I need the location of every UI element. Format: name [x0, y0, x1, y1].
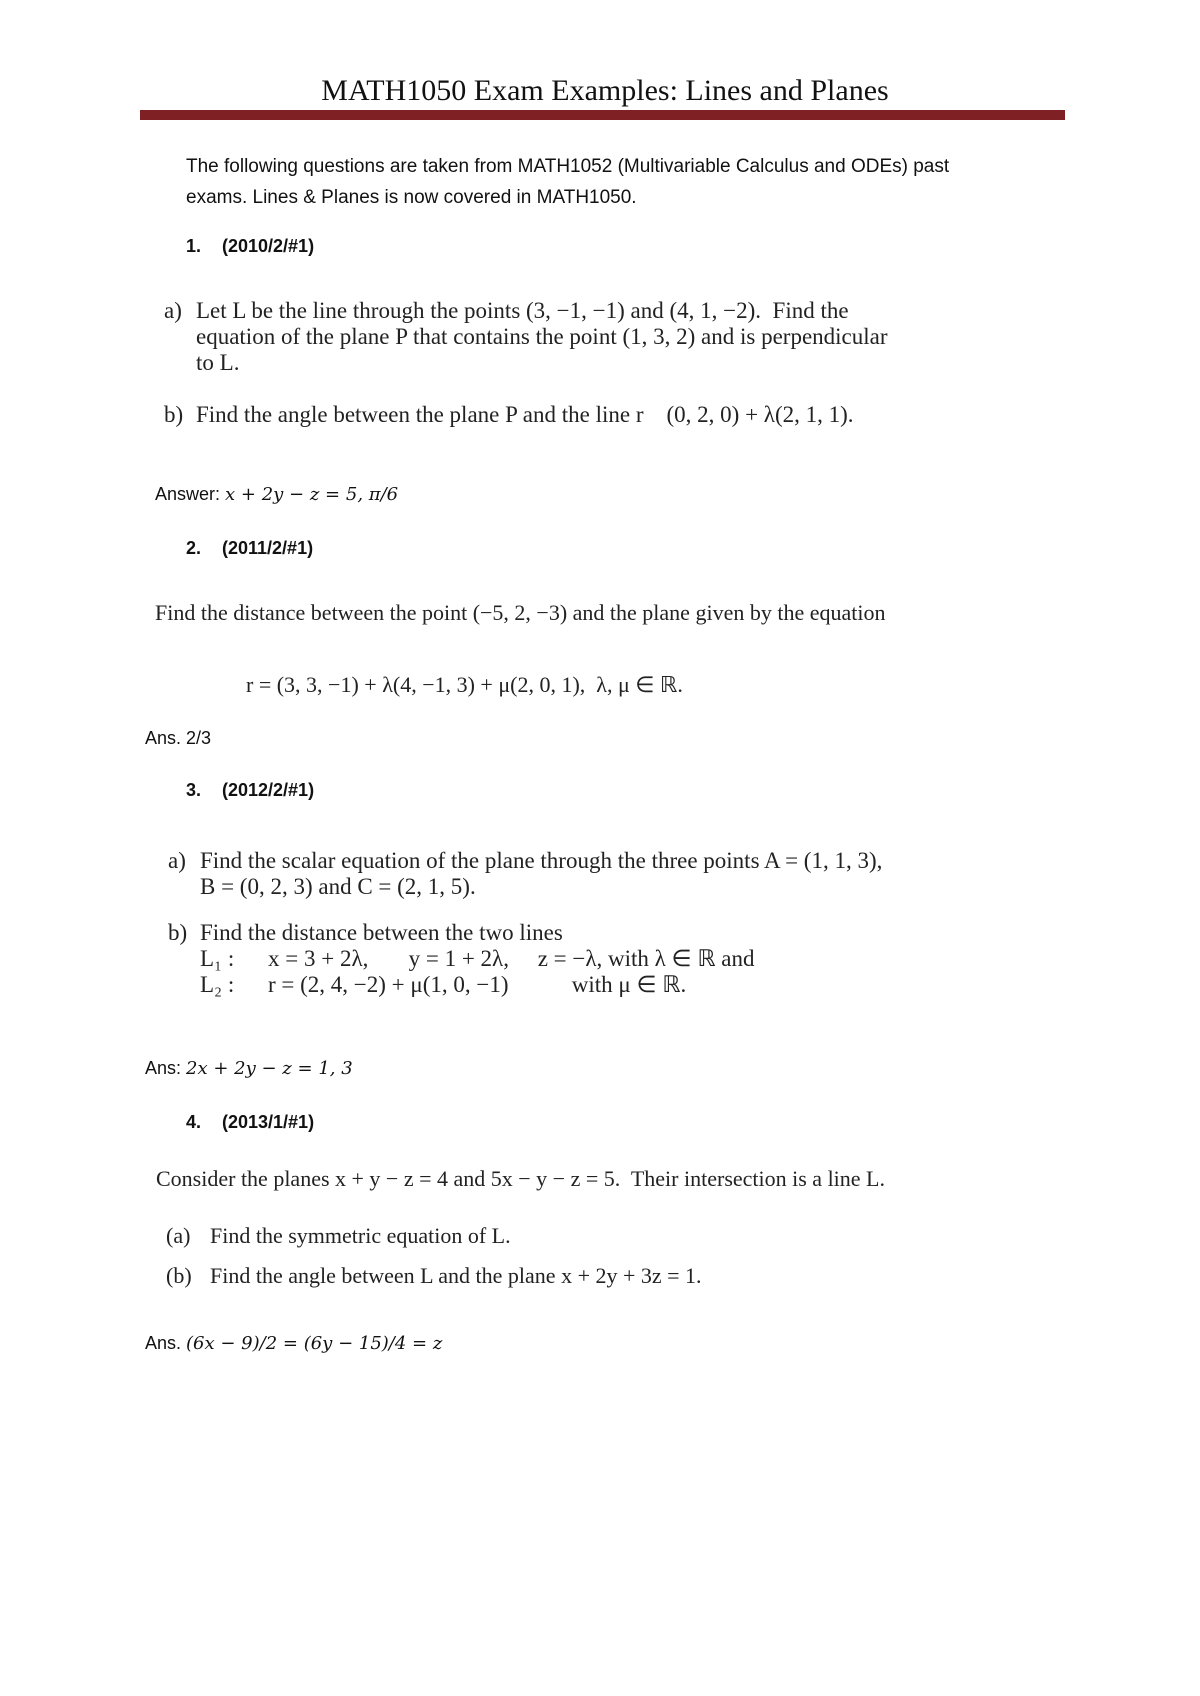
question-1-part-b [164, 402, 854, 428]
question-2-answer: Ans. 2/3 [145, 728, 212, 748]
question-2-number: 2. [186, 538, 202, 558]
question-3-ref: (2012/2/#1) [222, 780, 315, 800]
question-3-part-a-line-1: Find the scalar equation of the plane through the three points A = (1, 1, 3), [200, 848, 883, 873]
question-3-part-a-line-2: B = (0, 2, 3) and C = (2, 1, 5). [200, 874, 476, 899]
question-4-part-a-line-1: Find the symmetric equation of L. [210, 1223, 511, 1248]
title-rule [140, 110, 1065, 120]
question-3-part-a-label: a) [168, 848, 186, 873]
question-1-part-a-line-2: equation of the plane P that contains the point (1, 3, 2) and is perpendicular [196, 324, 888, 349]
question-3-part-b-label: b) [168, 920, 188, 945]
question-1-ref: (2010/2/#1) [222, 236, 315, 256]
question-1-answer-math: x + 2y − z = 5, π/6 [225, 484, 399, 505]
question-1-heading [186, 236, 314, 257]
question-4-heading [186, 1112, 314, 1133]
question-3-l1-equation: x = 3 + 2λ, y = 1 + 2λ, z = −λ, with λ ∈ ℝ and [268, 946, 755, 971]
question-1-part-a-label: a) [164, 298, 182, 323]
question-4-ref: (2013/1/#1) [222, 1112, 315, 1132]
question-3-l2-equation: r = (2, 4, −2) + μ(1, 0, −1) with μ ∈ ℝ. [268, 972, 687, 997]
question-3-part-b [168, 920, 755, 998]
question-1-part-b-line-1: Find the angle between the plane P and the line r (0, 2, 0) + λ(2, 1, 1). [196, 402, 854, 427]
question-2-text: Find the distance between the point (−5, 2, −3) and the plane given by the equation [155, 600, 886, 625]
question-4-part-b-label: (b) [166, 1263, 192, 1288]
question-4-part-a-label: (a) [166, 1223, 191, 1248]
question-2-equation: r = (3, 3, −1) + λ(4, −1, 3) + μ(2, 0, 1), λ, μ ∈ ℝ. [246, 672, 683, 697]
question-4-part-a [166, 1223, 511, 1249]
question-2-heading [186, 538, 313, 559]
question-4-answer [145, 1333, 442, 1354]
question-1-part-b-label: b) [164, 402, 184, 427]
question-4-answer-label: Ans. [145, 1333, 187, 1353]
page-title: MATH1050 Exam Examples: Lines and Planes [321, 74, 889, 107]
question-2-ref: (2011/2/#1) [222, 538, 314, 558]
question-3-number: 3. [186, 780, 202, 800]
question-4-answer-math: (6x − 9)/2 = (6y − 15)/4 = z [186, 1333, 443, 1354]
question-3-answer-math: 2x + 2y − z = 1, 3 [186, 1058, 353, 1079]
question-4-part-b-line-1: Find the angle between L and the plane x + 2y + 3z = 1. [210, 1263, 702, 1288]
question-3-l2-label: L₂ : [200, 972, 235, 997]
question-4-part-b [166, 1263, 702, 1289]
question-1-part-a-line-3: to L. [196, 350, 240, 375]
question-3-part-b-line-1: Find the distance between the two lines [200, 920, 563, 945]
intro-line-2: exams. Lines & Planes is now covered in MATH1050. [186, 187, 637, 208]
question-3-answer-label: Ans: [145, 1058, 187, 1078]
question-1-answer-label: Answer: [155, 484, 226, 504]
intro-line-1: The following questions are taken from MATH1052 (Multivariable Calculus and ODEs) past [186, 156, 950, 177]
question-1-part-a-line-1: Let L be the line through the points (3, −1, −1) and (4, 1, −2). Find the [196, 298, 849, 323]
question-4-number: 4. [186, 1112, 202, 1132]
question-3-l1-label: L₁ : [200, 946, 235, 971]
question-3-part-a [168, 848, 882, 900]
question-3-answer [145, 1058, 353, 1079]
question-1-part-a [164, 298, 888, 376]
intro-paragraph [186, 151, 1046, 213]
question-4-text: Consider the planes x + y − z = 4 and 5x − y − z = 5. Their intersection is a line L. [156, 1166, 885, 1191]
question-1-answer [155, 484, 398, 505]
question-1-number: 1. [186, 236, 202, 256]
question-3-heading [186, 780, 314, 801]
